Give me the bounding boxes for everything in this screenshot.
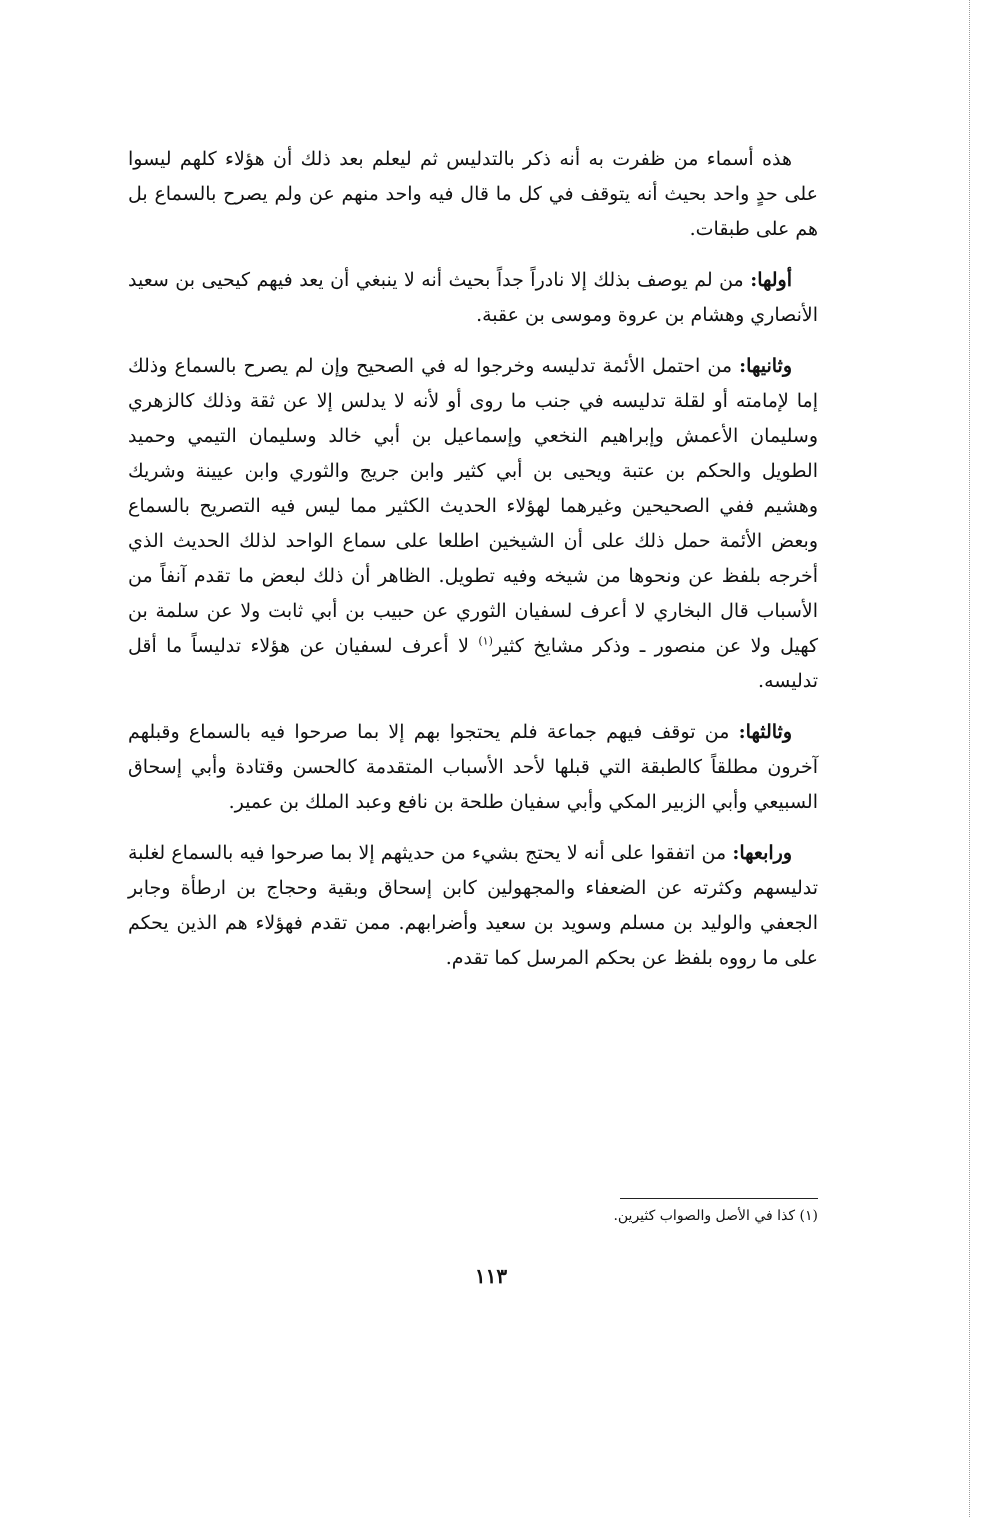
paragraph-first-tier-lead: أولها: — [750, 269, 793, 291]
paragraph-fourth-tier-lead: ورابعها: — [732, 842, 792, 864]
main-text — [128, 142, 818, 992]
paragraph-fourth-tier — [128, 836, 818, 976]
paragraph-first-tier-text: من لم يوصف بذلك إلا نادراً جداً بحيث أنه لا ينبغي أن يعد فيهم كيحيى بن سعيد الأنصاري وهشام بن عروة وموسى بن عقبة. — [128, 269, 818, 326]
paragraph-fourth-tier-text: من اتفقوا على أنه لا يحتج بشيء من حديثهم إلا بما صرحوا فيه بالسماع لغلبة تدليسهم وكثرته عن الضعفاء والمجهولين كابن إسحاق وبقية وحجاج بن ارطأة وجابر الجعفي والوليد بن مسلم وسويد بن سعيد وأضرابهم. ممن تقدم فهؤلاء هم الذين يحكم على ما رووه بلفظ عن بحكم المرسل كما تقدم. — [128, 842, 818, 969]
paragraph-third-tier-text: من توقف فيهم جماعة فلم يحتجوا بهم إلا بما صرحوا فيه بالسماع وقبلهم آخرون مطلقاً كالطبقة التي قبلها لأحد الأسباب المتقدمة كالحسن وقتادة وأبي إسحاق السبيعي وأبي الزبير المكي وأبي سفيان طلحة بن نافع وعبد الملك بن عمير. — [128, 721, 818, 813]
footnote-reference[interactable]: (١) — [478, 634, 493, 648]
paragraph-third-tier — [128, 715, 818, 820]
paragraph-third-tier-lead: وثالثها: — [738, 721, 792, 743]
paragraph-first-tier — [128, 263, 818, 333]
paragraph-second-tier-text: من احتمل الأئمة تدليسه وخرجوا له في الصحيح وإن لم يصرح بالسماع وذلك إما لإمامته أو لقلة تدليسه في جنب ما روى أو لأنه لا يدلس إلا عن ثقة وذلك كالزهري وسليمان الأعمش وإبراهيم النخعي وإسماعيل بن أبي خالد وسليمان التيمي وحميد الطويل والحكم بن عتبة ويحيى بن أبي كثير وابن جريج والثوري وابن عيينة وشريك وهشيم ففي الصحيحين وغيرهما لهؤلاء الحديث الكثير مما ليس فيه التصريح بالسماع وبعض الأئمة حمل ذلك على أن الشيخين اطلعا على سماع الواحد لذلك الحديث الذي أخرجه بلفظ عن ونحوها من شيخه وفيه تطويل. الظاهر أن ذلك لبعض ما تقدم آنفاً من الأسباب قال البخاري لا أعرف لسفيان الثوري عن حبيب بن أبي ثابت ولا عن سلمة بن كهيل ولا عن منصور ـ وذكر مشايخ كثير — [128, 355, 818, 657]
footnote-separator — [620, 1198, 818, 1199]
paragraph-intro-text: هذه أسماء من ظفرت به أنه ذكر بالتدليس ثم ليعلم بعد ذلك أن هؤلاء كلهم ليسوا على حدٍ واحد بحيث أنه يتوقف في كل ما قال فيه واحد منهم عن ولم يصرح بالسماع بل هم على طبقات. — [128, 148, 818, 240]
paragraph-second-tier — [128, 349, 818, 699]
paragraph-second-tier-text-after: لا أعرف لسفيان عن هؤلاء تدليساً ما أقل تدليسه. — [128, 635, 818, 692]
paragraph-second-tier-lead: وثانيها: — [739, 355, 792, 377]
page-number: ١١٣ — [474, 1264, 508, 1288]
page-margin-rule — [969, 0, 970, 1517]
footnote: (١) كذا في الأصل والصواب كثيرين. — [613, 1208, 818, 1224]
paragraph-intro — [128, 142, 818, 247]
